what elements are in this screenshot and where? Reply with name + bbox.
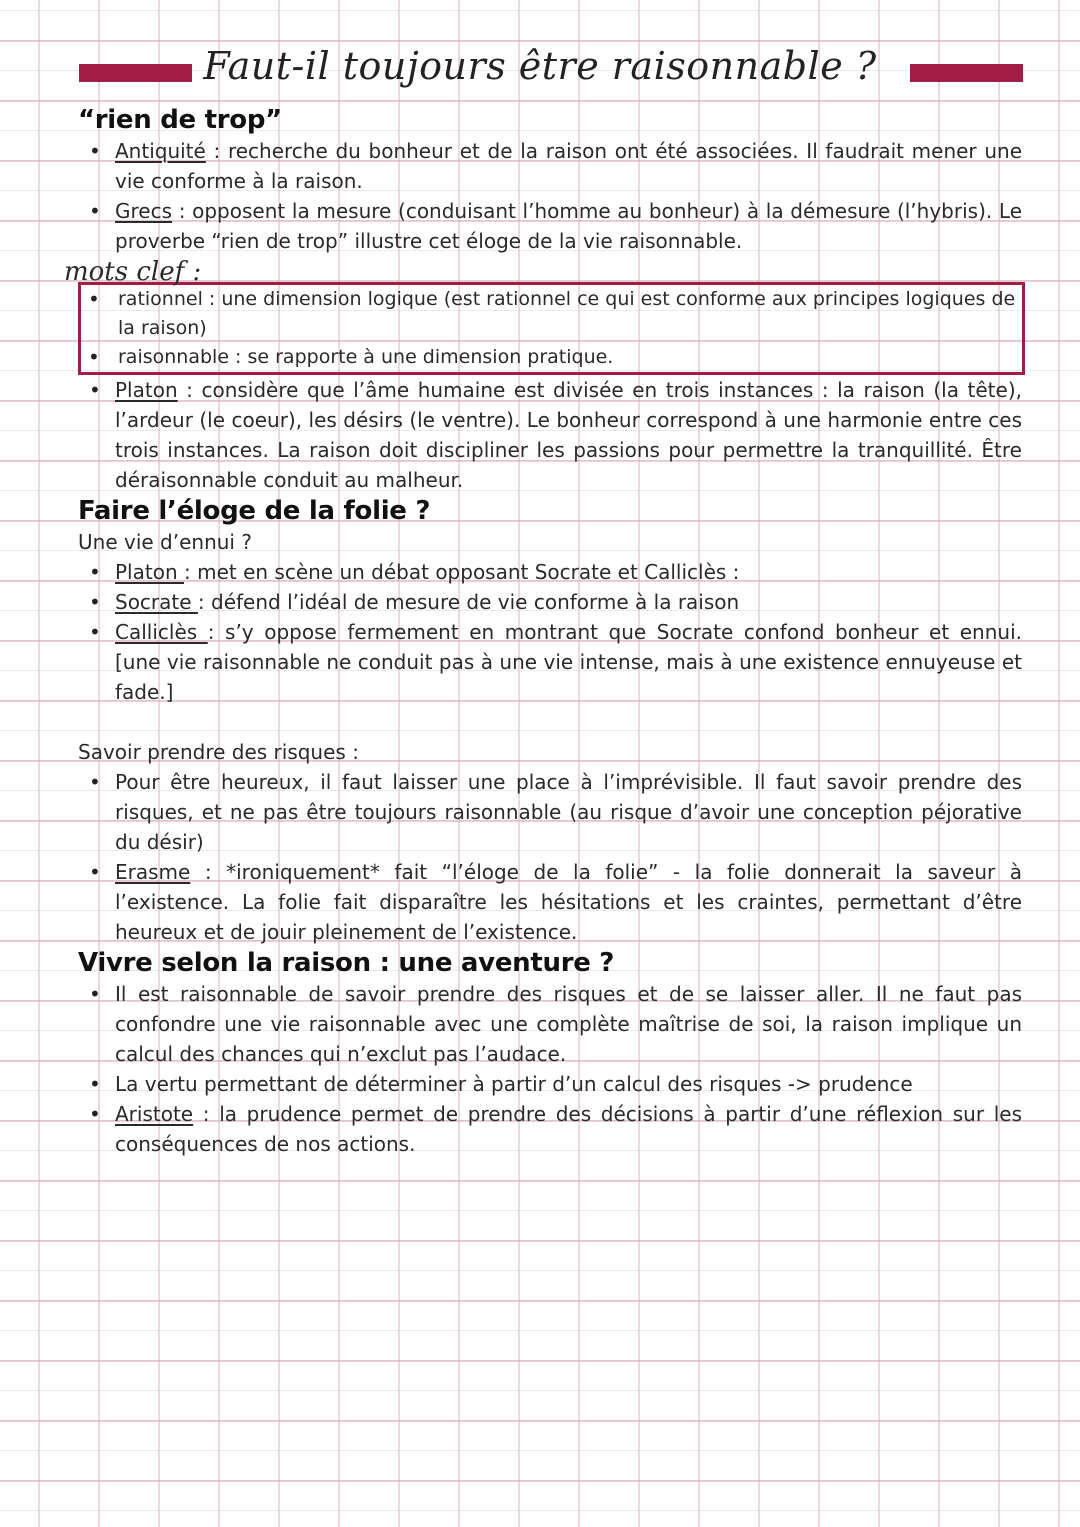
list-item	[115, 557, 1022, 587]
item-text: : la prudence permet de prendre des décisions à partir d’une réflexion sur les conséquences de nos actions.	[115, 1102, 1022, 1156]
section-heading-folie: Faire l’éloge de la folie ?	[78, 496, 431, 526]
notes-content	[64, 104, 1022, 1159]
item-text: : s’y oppose fermement en montrant que Socrate confond bonheur et ennui. [une vie raisonnable ne conduit pas à une vie intense, mais à une existence ennuyeuse et fade.]	[115, 620, 1022, 704]
subheading-risques: Savoir prendre des risques :	[78, 740, 359, 764]
keywords-box	[78, 282, 1025, 375]
term: Antiquité	[115, 139, 206, 163]
list-item	[115, 136, 1022, 196]
item-text: : opposent la mesure (conduisant l’homme au bonheur) à la démesure (l’hybris). Le proverbe “rien de trop” illustre cet éloge de la vie raisonnable.	[115, 199, 1022, 253]
term: Erasme	[115, 860, 191, 884]
list-rien-de-trop	[78, 136, 1022, 256]
list-risques	[78, 767, 1022, 947]
section-heading-rien-de-trop: “rien de trop”	[78, 105, 282, 135]
subheading-ennui: Une vie d’ennui ?	[78, 530, 252, 554]
list-item	[115, 375, 1022, 495]
list-item	[115, 587, 1022, 617]
list-ennui	[78, 557, 1022, 707]
spacer	[78, 707, 1022, 737]
term: Platon	[115, 378, 178, 402]
term: Grecs	[115, 199, 173, 223]
keyword-item: • rationnel : une dimension logique (est rationnel ce qui est conforme aux principes logiques de la raison)	[118, 285, 1022, 343]
section-heading-aventure: Vivre selon la raison : une aventure ?	[78, 948, 615, 978]
item-text: Pour être heureux, il faut laisser une place à l’imprévisible. Il faut savoir prendre des risques, et ne pas être toujours raisonnable (au risque d’avoir une conception péjorative du désir)	[115, 770, 1022, 854]
list-item	[115, 767, 1022, 857]
list-item	[115, 617, 1022, 707]
term: Platon	[115, 560, 184, 584]
list-platon	[78, 375, 1022, 495]
item-text: La vertu permettant de déterminer à partir d’un calcul des risques -> prudence	[115, 1072, 913, 1096]
item-text: Il est raisonnable de savoir prendre des risques et de se laisser aller. Il ne faut pas confondre une vie raisonnable avec une complète maîtrise de soi, la raison implique un calcul des chances qui n’exclut pas l’audace.	[115, 982, 1022, 1066]
term: Socrate	[115, 590, 198, 614]
page-title: Faut-il toujours être raisonnable ?	[203, 44, 877, 88]
term: Aristote	[115, 1102, 194, 1126]
list-item	[115, 979, 1022, 1069]
list-item	[115, 1099, 1022, 1159]
item-text: : considère que l’âme humaine est divisée en trois instances : la raison (la tête), l’ardeur (le coeur), les désirs (le ventre). Le bonheur correspond à une harmonie entre ces trois instances. La raison doit discipliner les passions pour permettre la tranquillité. Être déraisonnable conduit au malheur.	[115, 378, 1022, 492]
list-item	[115, 857, 1022, 947]
list-item	[115, 1069, 1022, 1099]
list-item	[115, 196, 1022, 256]
list-aventure	[78, 979, 1022, 1159]
keyword-item: • raisonnable : se rapporte à une dimension pratique.	[118, 343, 1022, 372]
keywords-label: mots clef :	[64, 257, 202, 287]
item-text: : met en scène un débat opposant Socrate et Calliclès :	[183, 560, 740, 584]
term: Calliclès	[115, 620, 208, 644]
item-text: : défend l’idéal de mesure de vie conforme à la raison	[197, 590, 740, 614]
item-text: : *ironiquement* fait “l’éloge de la folie” - la folie donnerait la saveur à l’existence. La folie fait disparaître les hésitations et les craintes, permettant d’être heureux et de jouir pleinement de l’existence.	[115, 860, 1022, 944]
item-text: : recherche du bonheur et de la raison ont été associées. Il faudrait mener une vie conforme à la raison.	[115, 139, 1022, 193]
